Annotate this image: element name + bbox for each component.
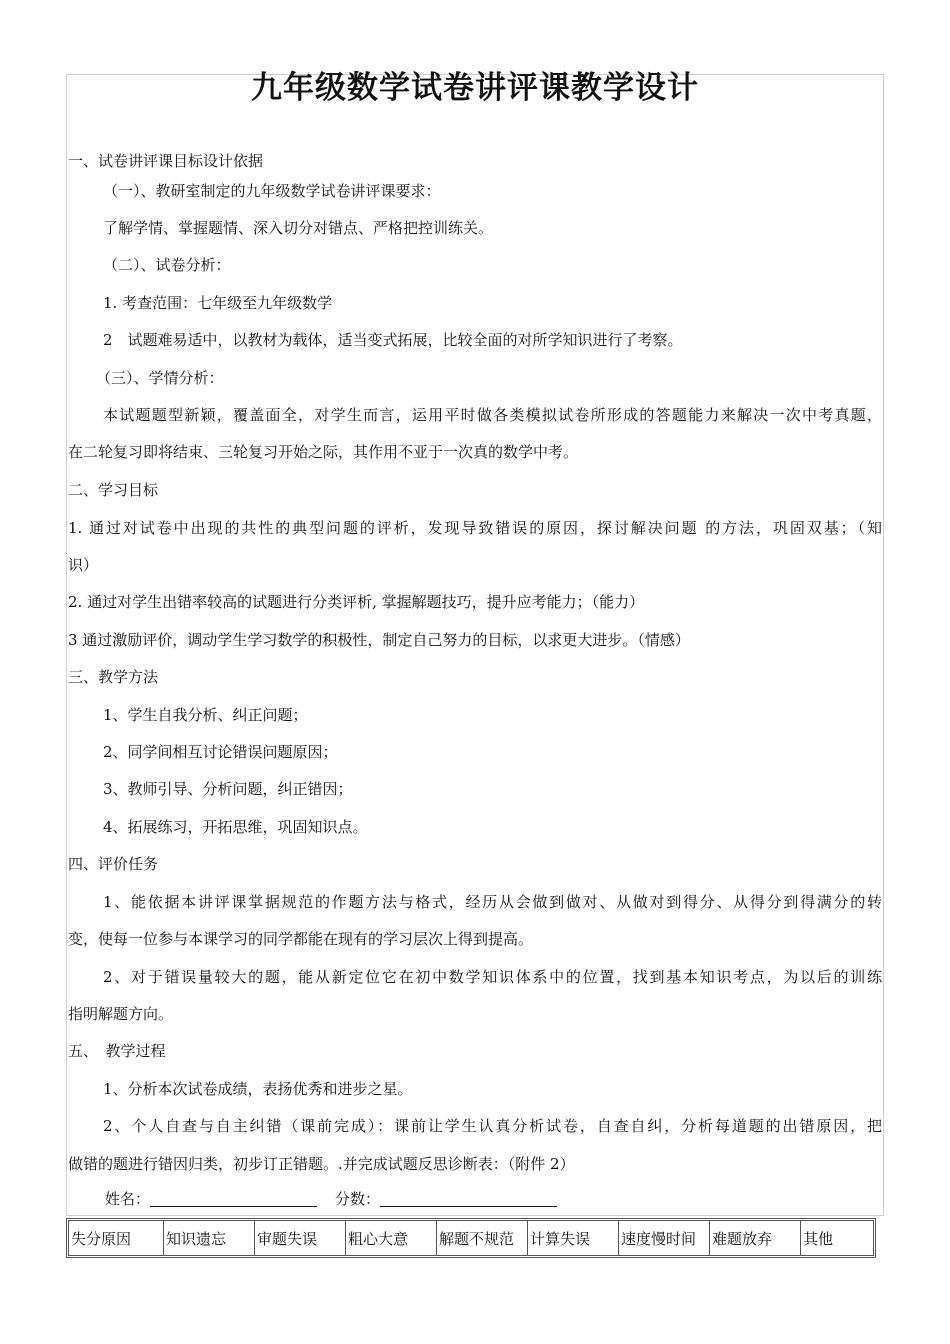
paragraph: 做错的题进行错因归类，初步订正错题。.并完成试题反思诊断表：（附件 2）: [68, 1155, 575, 1173]
paragraph: 本试题题型新颖，覆盖面全，对学生而言，运用平时做各类模拟试卷所形成的答题能力来解决一次中考真题，: [103, 406, 882, 424]
name-blank[interactable]: [150, 1190, 317, 1207]
table-cell: 解题不规范: [437, 1221, 528, 1256]
table-cell: 失分原因: [69, 1221, 164, 1256]
paragraph: 识）: [68, 556, 99, 574]
objective-item: 2. 通过对学生出错率较高的试题进行分类评析, 掌握解题技巧，提升应考能力；（能力）: [68, 593, 645, 611]
table-cell: 计算失误: [528, 1221, 619, 1256]
list-item: 4、拓展练习，开拓思维，巩固知识点。: [103, 818, 368, 836]
table-cell: 速度慢时间: [619, 1221, 710, 1256]
section-heading-3: 三、教学方法: [68, 668, 159, 686]
subsection-heading: （一）、教研室制定的九年级数学试卷讲评课要求：: [103, 182, 441, 200]
list-item: 1、学生自我分析、纠正问题；: [103, 706, 308, 724]
paragraph: 在二轮复习即将结束、三轮复习开始之际，其作用不亚于一次真的数学中考。: [68, 443, 579, 461]
name-label: 姓名：: [105, 1190, 151, 1208]
table-cell: 难题放弃: [710, 1221, 801, 1256]
paragraph: 变，使每一位参与本课学习的同学都能在现有的学习层次上得到提高。: [68, 930, 534, 948]
document-title: 九年级数学试卷讲评课教学设计: [251, 70, 699, 106]
section-heading-4: 四、评价任务: [68, 855, 159, 873]
paragraph: 了解学情、掌握题情、深入切分对错点、严格把控训练关。: [103, 219, 494, 237]
paragraph: 1、分析本次试卷成绩，表扬优秀和进步之星。: [103, 1080, 413, 1098]
objective-item: 1. 通过对试卷中出现的共性的典型问题的评析，发现导致错误的原因，探讨解决问题 的方法，巩固双基；（知: [68, 519, 882, 537]
table-cell: 审题失误: [255, 1221, 346, 1256]
list-item: 2、同学间相互讨论错误问题原因；: [103, 743, 338, 761]
paragraph: 1、能依据本讲评课掌据规范的作题方法与格式，经历从会做到做对、从做对到得分、从得分到得满分的转: [103, 893, 882, 911]
diagnosis-table: [66, 1218, 876, 1258]
paragraph: 2 试题难易适中，以教材为载体，适当变式拓展，比较全面的对所学知识进行了考察。: [103, 331, 683, 349]
paragraph: 2、个人自查与自主纠错（课前完成）：课前让学生认真分析试卷，自查自纠，分析每道题的出错原因，把: [103, 1117, 882, 1135]
section-heading-5: 五、 教学过程: [68, 1042, 166, 1060]
section-heading-2: 二、学习目标: [68, 481, 159, 499]
table-cell: 其他: [801, 1221, 874, 1256]
table-cell: 知识遗忘: [164, 1221, 255, 1256]
subsection-heading: （二）、试卷分析：: [103, 256, 231, 274]
score-blank[interactable]: [380, 1190, 557, 1207]
table-cell: 粗心大意: [346, 1221, 437, 1256]
paragraph: 指明解题方向。: [68, 1005, 174, 1023]
objective-item: 3 通过激励评价，调动学生学习数学的积极性，制定自己努力的目标，以求更大进步。（情感）: [68, 631, 690, 649]
score-label: 分数：: [335, 1190, 381, 1208]
paragraph: 2、对于错误量较大的题，能从新定位它在初中数学知识体系中的位置，找到基本知识考点，为以后的训练: [103, 968, 882, 986]
list-item: 3、教师引导、分析问题，纠正错因；: [103, 780, 353, 798]
section-heading-1: 一、试卷讲评课目标设计依据: [68, 152, 264, 170]
table-row: [69, 1221, 874, 1256]
form-row: [68, 1189, 919, 1209]
paragraph: 1. 考查范围：七年级至九年级数学: [103, 294, 333, 312]
subsection-heading: （三）、学情分析：: [96, 369, 224, 387]
